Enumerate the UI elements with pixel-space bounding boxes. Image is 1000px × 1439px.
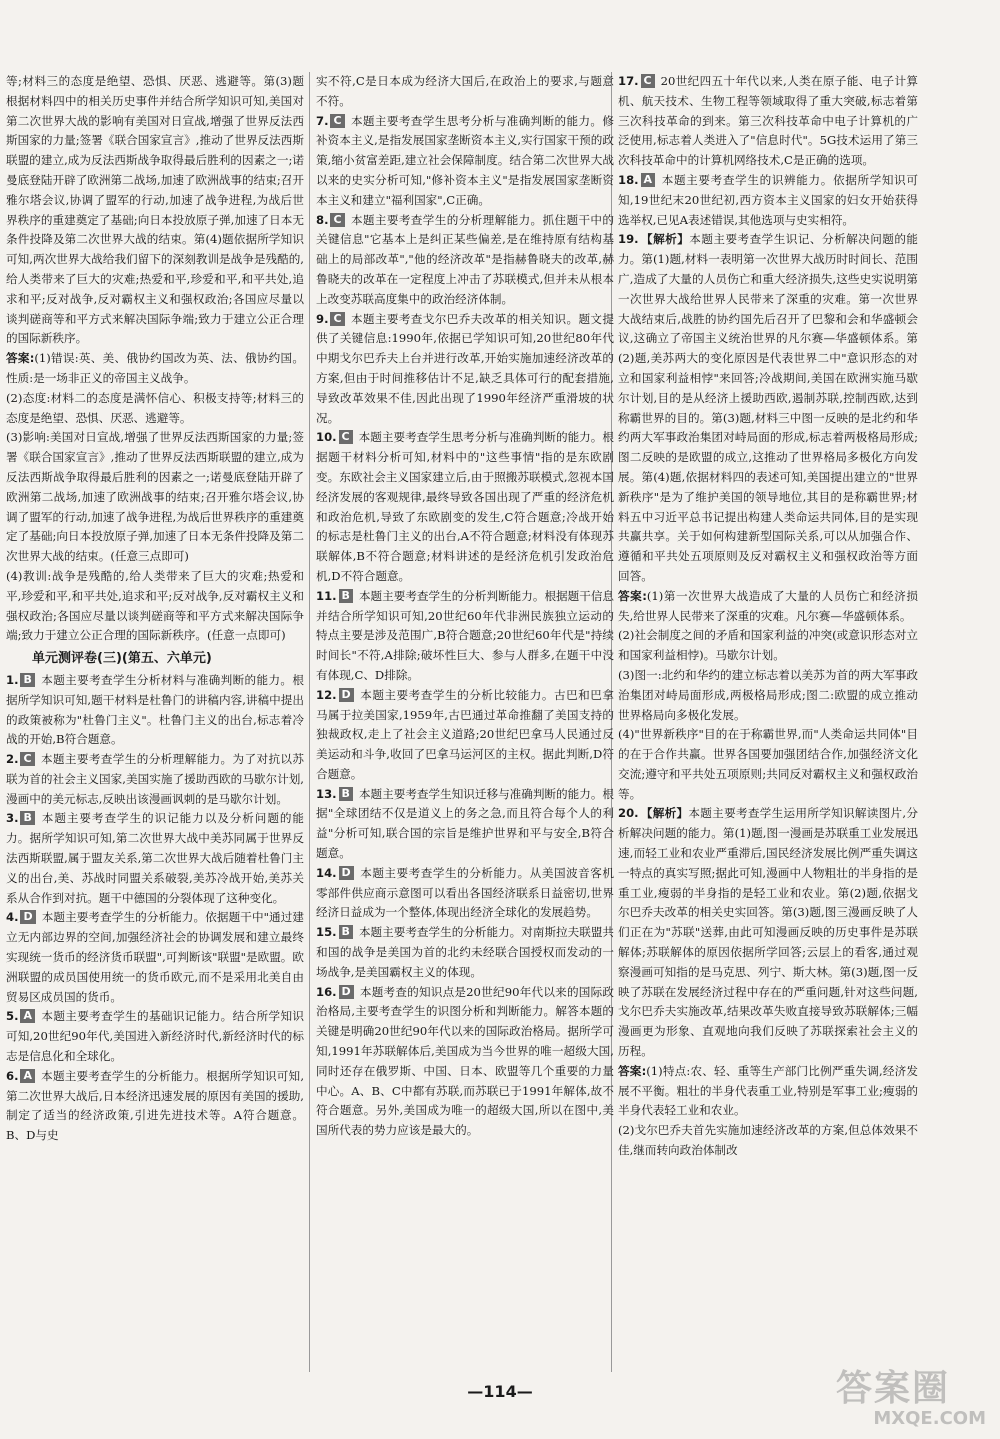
question-number: 7. <box>316 113 329 128</box>
question-number: 17. <box>618 74 639 88</box>
page-number: —114— <box>467 1382 533 1401</box>
answer-part-1: (1)特点:农、轻、重等生产部门比例严重失调,经济发展不平衡。粗壮的半身代表重工业,特别是军事工业;瘦弱的半身代表轻工业和农业。 <box>618 1063 918 1118</box>
question-item <box>6 908 304 1007</box>
question-list <box>6 671 304 1146</box>
answer-letter-badge: A <box>20 1009 35 1023</box>
answer-part-1: (1)错误:英、美、俄协约国改为英、法、俄协约国。性质:是一场非正义的帝国主义战争。 <box>6 351 304 385</box>
watermark-site: MXQE.COM <box>873 1408 986 1429</box>
answer-letter-badge: A <box>641 173 656 187</box>
question-number: 12. <box>316 687 337 702</box>
answer-letter-badge: D <box>339 688 354 702</box>
question-item <box>6 1007 304 1066</box>
question-explanation: 本题主要考查学生的识辨能力。依据所学知识可知,19世纪末20世纪初,西方资本主义国家的妇女开始获得选举权,已见A表述错误,其他选项与史实相符。 <box>618 172 918 227</box>
question-item <box>316 686 614 785</box>
answer-letter-badge: C <box>20 752 34 766</box>
question-item <box>618 72 918 171</box>
question-item <box>6 809 304 908</box>
question-item <box>6 1067 304 1146</box>
answer-letter-badge: C <box>641 74 655 88</box>
question-item <box>618 804 918 1061</box>
question-number: 4. <box>6 910 19 925</box>
answer-letter-badge: A <box>20 1069 35 1083</box>
question-item <box>618 171 918 230</box>
question-number: 20. <box>618 806 639 821</box>
question-explanation: 20世纪四五十年代以来,人类在原子能、电子计算机、航天技术、生物工程等领域取得了重大突破,标志着第三次科技革命的到来。第三次科技革命中电子计算机的广泛使用,标志着人类进入了"信息时代"。5G技术运用了第三次科技革命中的计算机网络技术,C是正确的选项。 <box>618 74 918 168</box>
question-number: 15. <box>316 925 337 940</box>
question-item <box>316 310 614 429</box>
question-number: 6. <box>6 1068 19 1083</box>
question-item <box>316 923 614 982</box>
watermark-main: 答案圈 <box>836 1368 951 1409</box>
column-right <box>618 72 918 1372</box>
question-number: 18. <box>618 172 639 187</box>
answer-letter-badge: D <box>339 985 354 999</box>
question-explanation: 本题考查的知识点是20世纪90年代以来的国际政治格局,主要考查学生的识图分析和判断能力。解答本题的关键是明确20世纪90年代以来的国际政治格局。据所学可知,1991年苏联解体后,美国成为当今世界的唯一超级大国,同时还存在俄罗斯、中国、日本、欧盟等几个重要的力量中心。A、B、C中都有苏联,而苏联已于1991年解体,故不符合题意。另外,美国成为唯一的超级大国,所以在图中,美国所代表的势力应该是最大的。 <box>316 984 614 1138</box>
question-number: 10. <box>316 430 337 445</box>
question-item <box>316 864 614 923</box>
question-list <box>618 72 918 587</box>
answer-part-2: (2)社会制度之间的矛盾和国家利益的冲突(或意识形态对立和国家利益相悖)。马歇尔计划。 <box>618 628 918 663</box>
watermark-logo <box>836 1369 986 1433</box>
answer-block <box>6 349 304 389</box>
analysis-continued: 实不符,C是日本成为经济大国后,在政治上的要求,与题意不符。 <box>316 74 614 108</box>
question-explanation: 本题主要考查学生的分析能力。对南斯拉夫联盟共和国的战争是美国为首的北约未经联合国授权而发动的一场战争,是美国霸权主义的体现。 <box>316 925 614 979</box>
question-number: 13. <box>316 786 337 801</box>
question-number: 2. <box>6 752 19 767</box>
answer-letter-badge: B <box>339 589 353 603</box>
question-item <box>6 750 304 809</box>
answer-letter-badge: B <box>20 673 34 687</box>
question-number: 8. <box>316 212 329 227</box>
answer-letter-badge: C <box>330 312 344 326</box>
question-explanation: 本题主要考查学生的基础识记能力。结合所学知识可知,20世纪90年代,美国进入新经济时代,新经济时代的标志是信息化和全球化。 <box>6 1009 304 1064</box>
question-explanation: 本题主要考查学生思考分析与准确判断的能力。根据题干材料分析可知,材料中的"这些事情"指的是东欧剧变。东欧社会主义国家建立后,由于照搬苏联模式,忽视本国经济发展的客观规律,最终导致各国出现了严重的经济危机和政治危机,导致了东欧剧变的发生,C符合题意;冷战开始的标志是杜鲁门主义的出台,A不符合题意;材料没有体现苏联解体,B不符合题意;材料讲述的是经济危机引发政治危机,D不符合题意。 <box>316 430 614 583</box>
question-explanation: 本题主要考查学生分析材料与准确判断的能力。根据所学知识可知,题干材料是杜鲁门的讲稿内容,讲稿中提出的政策被称为"杜鲁门主义"。杜鲁门主义的出台,标志着冷战的开始,B符合题意。 <box>6 672 304 747</box>
answer-part-1: (1)第一次世界大战造成了大量的人员伤亡和经济损失,给世界人民带来了深重的灾难。凡尔赛—华盛顿体系。 <box>618 588 918 623</box>
answer-label: 答案: <box>618 1063 647 1078</box>
column-middle <box>316 72 614 1372</box>
answer-letter-badge: C <box>339 430 353 444</box>
question-number: 5. <box>6 1009 19 1024</box>
column-divider-1 <box>309 72 310 1372</box>
question-explanation: 本题主要考查学生知识迁移与准确判断的能力。根据"全球团结不仅是道义上的务之急,而且符合每个人的利益"分析可知,联合国的宗旨是维护世界和平与安全,B符合题意。 <box>316 786 614 861</box>
question-item <box>316 785 614 864</box>
question-number: 3. <box>6 811 19 826</box>
column-left <box>6 72 304 1372</box>
answer-part-2: (2)戈尔巴乔夫首先实施加速经济改革的方案,但总体效果不佳,继而转向政治体制改 <box>618 1123 918 1158</box>
question-item <box>6 671 304 750</box>
answer-letter-badge: B <box>20 811 34 825</box>
question-explanation: 本题主要考查学生的识记能力以及分析问题的能力。据所学知识可知,第二次世界大战中美苏同属于世界反法西斯联盟,属于盟友关系,第二次世界大战后随着杜鲁门主义的出台,美、苏战时同盟关系破裂,美苏冷战开始,美苏关系从合作到对抗。题干中德国的分裂体现了这种变化。 <box>6 811 304 905</box>
question-explanation: 本题主要考查学生的分析能力。从美国波音客机零部件供应商示意图可以看出各国经济联系日益密切,世界经济日益成为一个整体,体现出经济全球化的发展趋势。 <box>316 865 614 920</box>
question-explanation: 本题主要考查学生思考分析与准确判断的能力。修补资本主义,是指发展国家垄断资本主义,实行国家干预的政策,缩小贫富差距,建立社会保障制度。结合第二次世界大战以来的史实分析可知,"修补资本主义"是指发展国家垄断资本主义和建立"福利国家",C正确。 <box>316 113 614 207</box>
question-number: 9. <box>316 311 329 326</box>
question-list <box>316 112 614 1141</box>
question-item <box>316 587 614 686</box>
question-number: 19. <box>618 232 639 247</box>
question-item <box>618 230 918 586</box>
analysis-continued: 等;材料三的态度是绝望、恐惧、厌恶、逃避等。第(3)题根据材料四中的相关历史事件并结合所学知识可知,美国对第二次世界大战的影响有美国对日宣战,增强了世界反法西斯国家的力量;签署《联合国家宣言》,推动了世界反法西斯联盟的建立,成为反法西斯战争取得最后胜利的因素之一;诺曼底登陆开辟了欧洲第二战场,加速了欧洲战事的结束;召开雅尔塔会议,协调了盟军的行动,加速了战争进程,为战后世界秩序的重建奠定了基础;向日本投放原子弹,加速了日本无条件投降及第二次世界大战的结束。第(4)题依据所学知识可知,两次世界大战给我们留下的深刻教训是战争是残酷的,给人类带来了巨大的灾难;热爱和平,珍爱和平,和平共处,追求和平;反对战争,反对霸权主义和强权政治;各国应尽量以谈判磋商等和平方式来解决国际争端;致力于建立公正合理的国际新秩序。 <box>6 74 304 346</box>
question-explanation: 本题主要考查学生的分析理解能力。为了对抗以苏联为首的社会主义国家,美国实施了援助西欧的马歇尔计划,漫画中的美元标志,反映出该漫画讽刺的是马歇尔计划。 <box>6 752 304 806</box>
question-item <box>316 112 614 211</box>
question-explanation: 本题主要考查学生的分析理解能力。抓住题干中的关键信息"它基本上是纠正某些偏差,是在维持原有结构基础上的局部改革","他的经济改革"是指赫鲁晓夫的改革,赫鲁晓夫的改革在一定程度上冲击了苏联模式,但并未从根本上改变苏联高度集中的政治经济体制。 <box>316 212 614 306</box>
question-explanation: 本题主要考查学生识记、分析解决问题的能力。第(1)题,材料一表明第一次世界大战历时时间长、范围广,造成了大量的人员伤亡和重大经济损失,这些史实说明第一次世界大战给世界人民带来了深重的灾难。第一次世界大战结束后,战胜的协约国先后召开了巴黎和会和华盛顿会议,这确立了帝国主义统治世界的凡尔赛—华盛顿体系。第(2)题,美苏两大的变化原因是代表世界二中"意识形态的对立和国家利益相悖"来回答;冷战期间,美国在欧洲实施马歇尔计划,目的是从经济上援助西欧,遏制苏联,控制西欧,达到称霸世界的目的。第(3)题,材料三中图一反映的是北约和华约两大军事政治集团对峙局面的形成,标志着两极格局形成;图二反映的是欧盟的成立,这推动了世界格局多极化方向发展。第(4)题,依据材料四的表述可知,美国提出建立的"世界新秩序"是为了维护美国的领导地位,其目的是称霸世界;材料五中习近平总书记提出构建人类命运共同体,目的是实现共赢共享。关于如何构建新型国际关系,可以从加强合作、遵循和平共处五项原则及反对霸权主义和强权政治等方面回答。 <box>618 232 918 583</box>
answer-part-3: (3)图一:北约和华约的建立标志着以美苏为首的两大军事政治集团对峙局面形成,两极格局形成;图二:欧盟的成立推动世界格局向多极化发展。 <box>618 667 918 722</box>
answer-part-4: (4)教训:战争是残酷的,给人类带来了巨大的灾难;热爱和平,珍爱和平,和平共处,追求和平;反对战争,反对霸权主义和强权政治;各国应尽量以谈判磋商等和平方式来解决国际争端;致力于建立公正合理的国际新秩序。(任意一点即可) <box>6 568 304 643</box>
answer-label: 答案: <box>618 588 647 603</box>
question-item <box>316 428 614 586</box>
analysis-label: 【解析】 <box>640 806 689 821</box>
question-number: 14. <box>316 865 337 880</box>
question-number: 11. <box>316 588 337 603</box>
section-heading: 单元测评卷(三)(第五、六单元) <box>32 651 212 667</box>
question-explanation: 本题主要考查学生的分析能力。依据题干中"通过建立无内部边界的空间,加强经济社会的协调发展和建立最终实现统一货币的经济货币联盟",可判断该"联盟"是欧盟。欧洲联盟的成员国使用统一的货币欧元,而不是采用北美自由贸易区成员国的货币。 <box>6 910 304 1004</box>
answer-part-3: (3)影响:美国对日宣战,增强了世界反法西斯国家的力量;签署《联合国家宣言》,推动了世界反法西斯联盟的建立,成为反法西斯战争取得最后胜利的因素之一;诺曼底登陆开辟了欧洲第二战场,加速了欧洲战事的结束;召开雅尔塔会议,协调了盟军的行动,加速了战争进程,为战后世界秩序的重建奠定了基础;向日本投放原子弹,加速了日本无条件投降及第二次世界大战的结束。(任意三点即可) <box>6 430 304 564</box>
answer-label: 答案: <box>6 351 35 366</box>
answer-letter-badge: C <box>330 213 344 227</box>
answer-part-4: (4)"世界新秩序"目的在于称霸世界,而"人类命运共同体"目的在于合作共赢。世界各国要加强团结合作,加强经济文化交流;遵守和平共处五项原则;共同反对霸权主义和强权政治等。 <box>618 727 918 801</box>
answer-letter-badge: D <box>339 866 354 880</box>
question-item <box>316 211 614 310</box>
question-explanation: 本题主要考查学生运用所学知识解读图片,分析解决问题的能力。第(1)题,图一漫画是苏联重工业发展迅速,而轻工业和农业严重滞后,国民经济发展比例严重失调这一特点的真实写照;据此可知,漫画中人物粗壮的半身指的是重工业,瘦弱的半身指的是轻工业和农业。第(2)题,依据戈尔巴乔夫改革的相关史实回答。第(3)题,图三漫画反映了人们正在为"苏联"送葬,由此可知漫画反映的历史事件是苏联解体;苏联解体的原因依据所学回答;云层上的看客,通过观察漫画可知指的是马克思、列宁、斯大林。第(3)题,图一反映了苏联在发展经济过程中存在的严重问题,针对这些问题,戈尔巴乔夫实施改革,结果改革失败直接导致苏联解体;三幅漫画更为形象、直观地向我们反映了苏联探索社会主义的历程。 <box>618 806 918 1059</box>
answer-letter-badge: C <box>330 114 344 128</box>
answer-block <box>618 1062 918 1121</box>
analysis-label: 【解析】 <box>640 232 690 247</box>
answer-part-2: (2)态度:材料二的态度是满怀信心、积极支持等;材料三的态度是绝望、恐惧、厌恶、逃避等。 <box>6 390 304 425</box>
question-explanation: 本题主要考查学生的分析能力。根据所学知识可知,第二次世界大战后,日本经济迅速发展的原因有美国的援助,制定了适当的经济政策,引进先进技术等。A符合题意。B、D与史 <box>6 1068 304 1143</box>
question-number: 16. <box>316 984 337 999</box>
question-explanation: 本题主要考查戈尔巴乔夫改革的相关知识。题文提供了关键信息:1990年,依据已学知识可知,20世纪80年代中期戈尔巴乔夫上台并进行改革,开始实施加速经济改革的方案,但由于时间推移估计不足,缺乏具体可行的配套措施,导致改革效果不佳,因此出现了1990年经济严重滑坡的状况。 <box>316 311 614 425</box>
answer-block <box>618 587 918 627</box>
answer-letter-badge: B <box>339 787 353 801</box>
question-number: 1. <box>6 672 19 687</box>
question-explanation: 本题主要考查学生的分析判断能力。根据题干信息并结合所学知识可知,20世纪60年代非洲民族独立运动的特点主要是涉及范围广,B符合题意;20世纪60年代是"持续时间长"不符,A排除;破坏性巨大、参与人群多,在题干中没有体现,C、D排除。 <box>316 588 614 682</box>
answer-letter-badge: B <box>339 925 353 939</box>
question-item <box>316 983 614 1141</box>
answer-letter-badge: D <box>20 910 35 924</box>
question-explanation: 本题主要考查学生的分析比较能力。古巴和巴拿马属于拉美国家,1959年,古巴通过革命推翻了美国支持的独裁政权,走上了社会主义道路;20世纪巴拿马人民通过反美运动和斗争,收回了巴拿马运河区的主权。据此判断,D符合题意。 <box>316 687 614 781</box>
